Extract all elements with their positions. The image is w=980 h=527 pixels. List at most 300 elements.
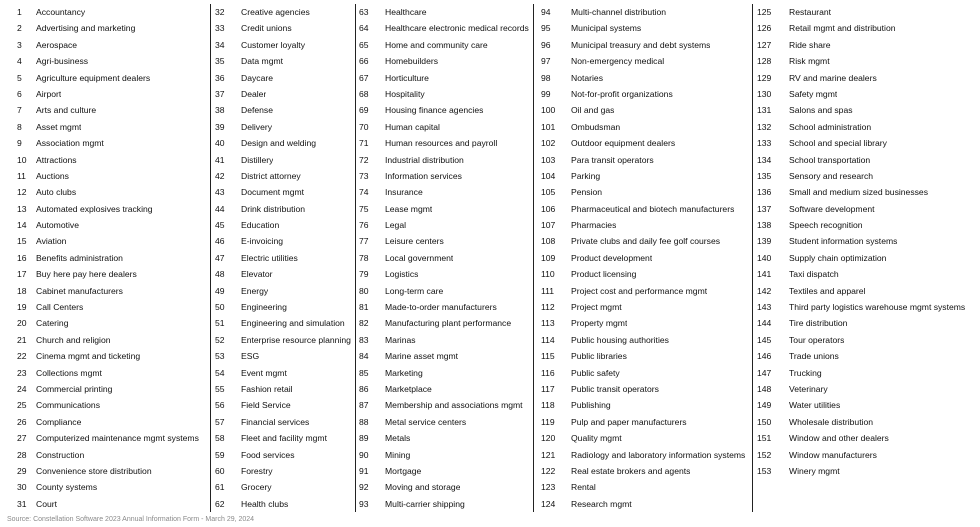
item-label: Credit unions bbox=[241, 23, 292, 34]
list-item bbox=[534, 447, 752, 463]
item-number: 126 bbox=[757, 23, 772, 34]
item-label: Call Centers bbox=[36, 302, 84, 313]
item-number: 75 bbox=[359, 203, 369, 214]
item-number: 43 bbox=[215, 187, 225, 198]
item-number: 83 bbox=[359, 334, 369, 345]
item-number: 2 bbox=[17, 23, 22, 34]
item-label: Private clubs and daily fee golf courses bbox=[571, 236, 721, 247]
item-number: 149 bbox=[757, 400, 772, 411]
list-item bbox=[356, 479, 533, 495]
item-label: Speech recognition bbox=[789, 220, 863, 231]
list-item bbox=[0, 168, 210, 184]
list-item bbox=[211, 397, 355, 413]
item-number: 152 bbox=[757, 449, 772, 460]
list-item bbox=[753, 348, 980, 364]
item-number: 94 bbox=[541, 7, 551, 17]
list-item bbox=[0, 37, 210, 53]
list-item bbox=[211, 233, 355, 249]
item-number: 124 bbox=[541, 498, 556, 509]
list-item bbox=[356, 37, 533, 53]
item-label: Tire distribution bbox=[789, 318, 848, 329]
item-number: 46 bbox=[215, 236, 225, 247]
item-label: Design and welding bbox=[241, 138, 317, 149]
list-item bbox=[356, 414, 533, 430]
item-label: District attorney bbox=[241, 170, 301, 181]
list-item bbox=[753, 86, 980, 102]
item-label: Education bbox=[241, 220, 280, 231]
list-item bbox=[356, 397, 533, 413]
item-label: Collections mgmt bbox=[36, 367, 102, 378]
item-label: Horticulture bbox=[385, 72, 429, 83]
item-number: 65 bbox=[359, 39, 369, 50]
item-label: Product development bbox=[571, 252, 653, 263]
item-number: 64 bbox=[359, 23, 369, 34]
list-item bbox=[753, 168, 980, 184]
list-item bbox=[356, 20, 533, 36]
item-number: 107 bbox=[541, 220, 556, 231]
list-item bbox=[0, 201, 210, 217]
item-number: 26 bbox=[17, 416, 27, 427]
item-number: 20 bbox=[17, 318, 27, 329]
list-item bbox=[534, 119, 752, 135]
item-label: Buy here pay here dealers bbox=[36, 269, 137, 280]
item-number: 27 bbox=[17, 433, 27, 444]
list-item bbox=[534, 184, 752, 200]
item-number: 145 bbox=[757, 334, 772, 345]
item-label: Court bbox=[36, 498, 58, 509]
item-label: Engineering and simulation bbox=[241, 318, 345, 329]
item-number: 150 bbox=[757, 416, 772, 427]
list-item bbox=[211, 201, 355, 217]
item-label: Student information systems bbox=[789, 236, 898, 247]
list-item bbox=[534, 283, 752, 299]
list-item bbox=[0, 86, 210, 102]
list-item bbox=[534, 397, 752, 413]
item-number: 138 bbox=[757, 220, 772, 231]
item-label: Compliance bbox=[36, 416, 82, 427]
item-label: Enterprise resource planning bbox=[241, 334, 351, 345]
item-label: Food services bbox=[241, 449, 295, 460]
item-label: Pension bbox=[571, 187, 603, 198]
list-item bbox=[211, 447, 355, 463]
item-label: Automotive bbox=[36, 220, 79, 231]
item-label: Defense bbox=[241, 105, 274, 116]
item-number: 123 bbox=[541, 482, 556, 493]
item-label: Insurance bbox=[385, 187, 423, 198]
verticals-list bbox=[0, 4, 980, 512]
item-label: Wholesale distribution bbox=[789, 416, 874, 427]
item-number: 89 bbox=[359, 433, 369, 444]
item-number: 3 bbox=[17, 39, 22, 50]
column-5 bbox=[753, 4, 980, 512]
item-number: 28 bbox=[17, 449, 27, 460]
list-item bbox=[356, 332, 533, 348]
list-item bbox=[0, 20, 210, 36]
item-number: 76 bbox=[359, 220, 369, 231]
item-label: Salons and spas bbox=[789, 105, 853, 116]
list-item bbox=[0, 135, 210, 151]
item-label: Logistics bbox=[385, 269, 419, 280]
item-label: Veterinary bbox=[789, 383, 828, 394]
item-label: Pulp and paper manufacturers bbox=[571, 416, 687, 427]
item-label: Supply chain optimization bbox=[789, 252, 887, 263]
item-label: Distillery bbox=[241, 154, 274, 165]
item-label: Ride share bbox=[789, 39, 831, 50]
item-label: Hospitality bbox=[385, 88, 425, 99]
list-item bbox=[534, 299, 752, 315]
item-number: 105 bbox=[541, 187, 556, 198]
item-label: E-invoicing bbox=[241, 236, 284, 247]
item-number: 44 bbox=[215, 203, 225, 214]
item-label: Radiology and laboratory information systems bbox=[571, 449, 746, 460]
list-item bbox=[534, 332, 752, 348]
item-number: 66 bbox=[359, 56, 369, 67]
item-number: 48 bbox=[215, 269, 225, 280]
list-item bbox=[753, 184, 980, 200]
list-item bbox=[211, 365, 355, 381]
list-item bbox=[753, 135, 980, 151]
item-label: Delivery bbox=[241, 121, 273, 132]
item-label: Construction bbox=[36, 449, 85, 460]
item-label: Marketplace bbox=[385, 383, 432, 394]
item-number: 88 bbox=[359, 416, 369, 427]
item-label: Event mgmt bbox=[241, 367, 287, 378]
list-item bbox=[534, 266, 752, 282]
item-label: Ombudsman bbox=[571, 121, 621, 132]
list-item bbox=[211, 53, 355, 69]
list-item bbox=[0, 299, 210, 315]
item-number: 91 bbox=[359, 465, 369, 476]
item-label: Fleet and facility mgmt bbox=[241, 433, 327, 444]
item-number: 136 bbox=[757, 187, 772, 198]
item-label: Commercial printing bbox=[36, 383, 113, 394]
item-number: 68 bbox=[359, 88, 369, 99]
list-item bbox=[356, 70, 533, 86]
item-label: Pharmacies bbox=[571, 220, 617, 231]
item-number: 146 bbox=[757, 351, 772, 362]
item-number: 122 bbox=[541, 465, 556, 476]
list-item bbox=[356, 283, 533, 299]
item-label: RV and marine dealers bbox=[789, 72, 877, 83]
item-label: Accountancy bbox=[36, 7, 86, 17]
list-item bbox=[534, 53, 752, 69]
item-number: 106 bbox=[541, 203, 556, 214]
item-number: 95 bbox=[541, 23, 551, 34]
list-item bbox=[211, 283, 355, 299]
item-label: Third party logistics warehouse mgmt systems bbox=[789, 302, 966, 313]
item-label: Church and religion bbox=[36, 334, 111, 345]
list-item bbox=[753, 332, 980, 348]
list-item bbox=[0, 332, 210, 348]
item-label: Notaries bbox=[571, 72, 603, 83]
list-item bbox=[534, 414, 752, 430]
item-number: 14 bbox=[17, 220, 27, 231]
item-label: Small and medium sized businesses bbox=[789, 187, 928, 198]
item-label: Parking bbox=[571, 170, 601, 181]
item-label: Metals bbox=[385, 433, 411, 444]
item-label: Elevator bbox=[241, 269, 273, 280]
item-label: Engineering bbox=[241, 302, 287, 313]
item-label: Local government bbox=[385, 252, 454, 263]
item-number: 42 bbox=[215, 170, 225, 181]
item-label: Advertising and marketing bbox=[36, 23, 136, 34]
list-item bbox=[356, 168, 533, 184]
list-item bbox=[356, 266, 533, 282]
item-number: 113 bbox=[541, 318, 555, 329]
item-label: Field Service bbox=[241, 400, 291, 411]
item-number: 11 bbox=[17, 170, 26, 181]
item-label: Oil and gas bbox=[571, 105, 615, 116]
item-number: 57 bbox=[215, 416, 225, 427]
item-number: 137 bbox=[757, 203, 772, 214]
item-label: School administration bbox=[789, 121, 872, 132]
source-note: Source: Constellation Software 2023 Annual Information Form - March 29, 2024 bbox=[7, 516, 255, 523]
item-label: Textiles and apparel bbox=[789, 285, 866, 296]
list-item bbox=[0, 365, 210, 381]
item-label: Creative agencies bbox=[241, 7, 310, 17]
item-label: Marine asset mgmt bbox=[385, 351, 459, 362]
item-number: 50 bbox=[215, 302, 225, 313]
item-number: 135 bbox=[757, 170, 772, 181]
list-item bbox=[534, 37, 752, 53]
item-number: 133 bbox=[757, 138, 772, 149]
item-number: 36 bbox=[215, 72, 225, 83]
item-label: Trade unions bbox=[789, 351, 839, 362]
list-item bbox=[0, 233, 210, 249]
item-label: Water utilities bbox=[789, 400, 841, 411]
list-item bbox=[211, 414, 355, 430]
item-label: Lease mgmt bbox=[385, 203, 433, 214]
item-label: Financial services bbox=[241, 416, 310, 427]
item-label: ESG bbox=[241, 351, 260, 362]
item-label: Auctions bbox=[36, 170, 69, 181]
list-item bbox=[211, 20, 355, 36]
item-label: Rental bbox=[571, 482, 596, 493]
item-label: Project cost and performance mgmt bbox=[571, 285, 708, 296]
list-item bbox=[211, 86, 355, 102]
list-item bbox=[356, 217, 533, 233]
list-item bbox=[534, 86, 752, 102]
item-label: Healthcare electronic medical records bbox=[385, 23, 529, 34]
item-number: 117 bbox=[541, 383, 555, 394]
list-item bbox=[211, 381, 355, 397]
item-number: 80 bbox=[359, 285, 369, 296]
item-number: 40 bbox=[215, 138, 225, 149]
item-label: Long-term care bbox=[385, 285, 444, 296]
item-number: 10 bbox=[17, 154, 27, 165]
list-item bbox=[753, 447, 980, 463]
list-item bbox=[753, 37, 980, 53]
item-label: Computerized maintenance mgmt systems bbox=[36, 433, 199, 444]
item-number: 144 bbox=[757, 318, 772, 329]
item-label: School transportation bbox=[789, 154, 871, 165]
item-number: 17 bbox=[17, 269, 27, 280]
list-item bbox=[753, 430, 980, 446]
item-label: Document mgmt bbox=[241, 187, 305, 198]
item-label: Public safety bbox=[571, 367, 620, 378]
list-item bbox=[0, 397, 210, 413]
list-item bbox=[356, 430, 533, 446]
list-item bbox=[0, 152, 210, 168]
list-item bbox=[753, 201, 980, 217]
list-item bbox=[211, 135, 355, 151]
list-item bbox=[534, 168, 752, 184]
item-label: Mining bbox=[385, 449, 411, 460]
item-number: 13 bbox=[17, 203, 27, 214]
item-number: 53 bbox=[215, 351, 225, 362]
item-label: Health clubs bbox=[241, 498, 289, 509]
list-item bbox=[534, 20, 752, 36]
item-label: Auto clubs bbox=[36, 187, 77, 198]
item-number: 110 bbox=[541, 269, 555, 280]
list-item bbox=[211, 463, 355, 479]
item-number: 55 bbox=[215, 383, 225, 394]
list-item bbox=[0, 479, 210, 495]
list-item bbox=[0, 4, 210, 20]
list-item bbox=[753, 217, 980, 233]
item-number: 108 bbox=[541, 236, 556, 247]
item-number: 151 bbox=[757, 433, 772, 444]
list-item bbox=[534, 479, 752, 495]
list-item bbox=[211, 266, 355, 282]
list-item bbox=[211, 152, 355, 168]
item-number: 63 bbox=[359, 7, 369, 17]
column-3 bbox=[356, 4, 534, 512]
list-item bbox=[211, 332, 355, 348]
item-number: 18 bbox=[17, 285, 27, 296]
list-item bbox=[211, 184, 355, 200]
list-item bbox=[356, 348, 533, 364]
list-item bbox=[356, 447, 533, 463]
item-label: Outdoor equipment dealers bbox=[571, 138, 676, 149]
item-label: Communications bbox=[36, 400, 100, 411]
list-item bbox=[753, 463, 980, 479]
list-item bbox=[753, 315, 980, 331]
item-number: 62 bbox=[215, 498, 225, 509]
item-label: Asset mgmt bbox=[36, 121, 82, 132]
item-number: 4 bbox=[17, 56, 22, 67]
column-2 bbox=[211, 4, 356, 512]
list-item bbox=[534, 348, 752, 364]
item-number: 129 bbox=[757, 72, 772, 83]
item-number: 47 bbox=[215, 252, 225, 263]
item-label: Not-for-profit organizations bbox=[571, 88, 673, 99]
item-number: 104 bbox=[541, 170, 556, 181]
item-number: 29 bbox=[17, 465, 27, 476]
item-number: 54 bbox=[215, 367, 225, 378]
item-label: Sensory and research bbox=[789, 170, 874, 181]
item-label: Project mgmt bbox=[571, 302, 622, 313]
list-item bbox=[534, 135, 752, 151]
list-item bbox=[753, 233, 980, 249]
list-item bbox=[211, 299, 355, 315]
item-label: Forestry bbox=[241, 465, 273, 476]
item-number: 92 bbox=[359, 482, 369, 493]
item-number: 77 bbox=[359, 236, 369, 247]
list-item bbox=[753, 20, 980, 36]
item-label: Restaurant bbox=[789, 7, 832, 17]
column-1 bbox=[0, 4, 211, 512]
item-label: Energy bbox=[241, 285, 269, 296]
item-number: 115 bbox=[541, 351, 555, 362]
list-item bbox=[0, 430, 210, 446]
item-label: Daycare bbox=[241, 72, 273, 83]
list-item bbox=[534, 430, 752, 446]
item-label: Aerospace bbox=[36, 39, 78, 50]
item-number: 99 bbox=[541, 88, 551, 99]
list-item bbox=[0, 102, 210, 118]
item-number: 125 bbox=[757, 7, 772, 17]
list-item bbox=[534, 102, 752, 118]
item-label: Drink distribution bbox=[241, 203, 305, 214]
item-number: 84 bbox=[359, 351, 369, 362]
list-item bbox=[753, 152, 980, 168]
list-item bbox=[0, 283, 210, 299]
item-number: 35 bbox=[215, 56, 225, 67]
item-number: 45 bbox=[215, 220, 225, 231]
item-number: 32 bbox=[215, 7, 225, 17]
list-item bbox=[356, 102, 533, 118]
list-item bbox=[356, 135, 533, 151]
item-label: Marinas bbox=[385, 334, 416, 345]
item-label: Para transit operators bbox=[571, 154, 654, 165]
item-label: Public housing authorities bbox=[571, 334, 669, 345]
item-label: Cabinet manufacturers bbox=[36, 285, 123, 296]
list-item bbox=[0, 266, 210, 282]
item-number: 116 bbox=[541, 367, 555, 378]
item-number: 15 bbox=[17, 236, 27, 247]
item-label: Mortgage bbox=[385, 465, 422, 476]
list-item bbox=[534, 70, 752, 86]
item-label: Property mgmt bbox=[571, 318, 628, 329]
item-number: 8 bbox=[17, 121, 22, 132]
item-label: Research mgmt bbox=[571, 498, 632, 509]
list-item bbox=[753, 119, 980, 135]
item-label: Software development bbox=[789, 203, 875, 214]
list-item bbox=[534, 365, 752, 381]
list-item bbox=[534, 217, 752, 233]
list-item bbox=[534, 381, 752, 397]
list-item bbox=[211, 119, 355, 135]
item-label: Risk mgmt bbox=[789, 56, 830, 67]
item-number: 100 bbox=[541, 105, 556, 116]
item-label: Taxi dispatch bbox=[789, 269, 839, 280]
list-item bbox=[356, 119, 533, 135]
list-item bbox=[356, 250, 533, 266]
item-number: 141 bbox=[757, 269, 772, 280]
item-label: Housing finance agencies bbox=[385, 105, 484, 116]
item-number: 71 bbox=[359, 138, 369, 149]
list-item bbox=[753, 299, 980, 315]
item-label: Tour operators bbox=[789, 334, 845, 345]
item-number: 82 bbox=[359, 318, 369, 329]
list-item bbox=[211, 168, 355, 184]
item-number: 134 bbox=[757, 154, 772, 165]
list-item bbox=[211, 315, 355, 331]
item-number: 98 bbox=[541, 72, 551, 83]
list-item bbox=[534, 496, 752, 512]
item-label: Aviation bbox=[36, 236, 67, 247]
item-label: Made-to-order manufacturers bbox=[385, 302, 497, 313]
list-item bbox=[211, 217, 355, 233]
item-label: Attractions bbox=[36, 154, 77, 165]
item-label: Convenience store distribution bbox=[36, 465, 152, 476]
item-number: 102 bbox=[541, 138, 556, 149]
item-number: 90 bbox=[359, 449, 369, 460]
item-label: Airport bbox=[36, 88, 62, 99]
item-number: 49 bbox=[215, 285, 225, 296]
list-item bbox=[0, 184, 210, 200]
